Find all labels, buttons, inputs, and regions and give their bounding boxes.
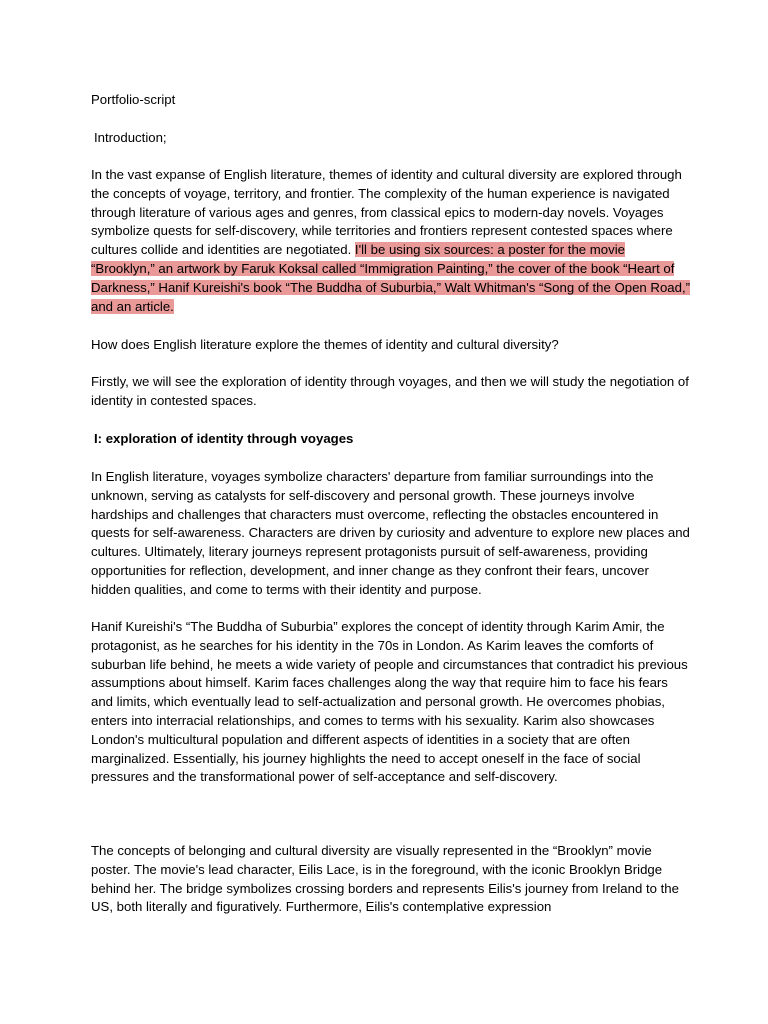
brooklyn-paragraph: The concepts of belonging and cultural diversity are visually represented in the “Brooklyn” movie poster. The movie's lead character, Eilis Lace, is in the foreground, with the iconic Brooklyn Bridge behind her. The bridge symbolizes crossing borders and represents Eilis's journey from Ireland to the US, both literally and figuratively. Furthermore, Eilis's contemplative expression [91,843,679,915]
section-heading: I: exploration of identity through voyages [94,431,354,446]
research-question: How does English literature explore the themes of identity and cultural diversity? [91,337,559,352]
intro-paragraph [91,166,691,316]
highlighted-sources-text: I'll be using six sources: a poster for the movie “Brooklyn,” an artwork by Faruk Koksal called “Immigration Painting,” the cover of the book “Heart of Darkness,” Hanif Kureishi's book “The Buddha of Suburbia,” Walt Whitman's “Song of the Open Road,” and an article. [91,242,691,314]
plan-paragraph: Firstly, we will see the exploration of identity through voyages, and then we will study the negotiation of identity in contested spaces. [91,374,689,408]
intro-paragraph-text: In the vast expanse of English literature, themes of identity and cultural diversity are explored through the concepts of voyage, territory, and frontier. The complexity of the human experience is navigated through literature of various ages and genres, from classical epics to modern-day novels. Voyages symbolize quests for self-discovery, while territories and frontiers represent contested spaces where cultures collide and identities are negotiated. [91,167,682,258]
buddha-paragraph: Hanif Kureishi's “The Buddha of Suburbia” explores the concept of identity through Karim Amir, the protagonist, as he searches for his identity in the 70s in London. As Karim leaves the comforts of suburban life behind, he meets a wide variety of people and circumstances that contradict his previous assumptions about himself. Karim faces challenges along the way that require him to face his fears and limits, which eventually lead to self-actualization and personal growth. He overcomes phobias, enters into interracial relationships, and comes to terms with his sexuality. Karim also showcases London's multicultural population and different aspects of identities in a society that are often marginalized. Essentially, his journey highlights the need to accept oneself in the face of social pressures and the transformational power of self-acceptance and self-discovery. [91,619,688,785]
voyages-paragraph: In English literature, voyages symbolize characters' departure from familiar surroundings into the unknown, serving as catalysts for self-discovery and personal growth. These journeys involve hardships and challenges that characters must overcome, reflecting the obstacles encountered in quests for self-awareness. Characters are driven by curiosity and adventure to explore new places and cultures. Ultimately, literary journeys represent protagonists pursuit of self-awareness, providing opportunities for reflection, development, and inner change as they confront their fears, uncover hidden qualities, and come to terms with their identity and purpose. [91,469,690,597]
introduction-label: Introduction; [94,130,167,145]
document-title: Portfolio-script [91,92,176,107]
